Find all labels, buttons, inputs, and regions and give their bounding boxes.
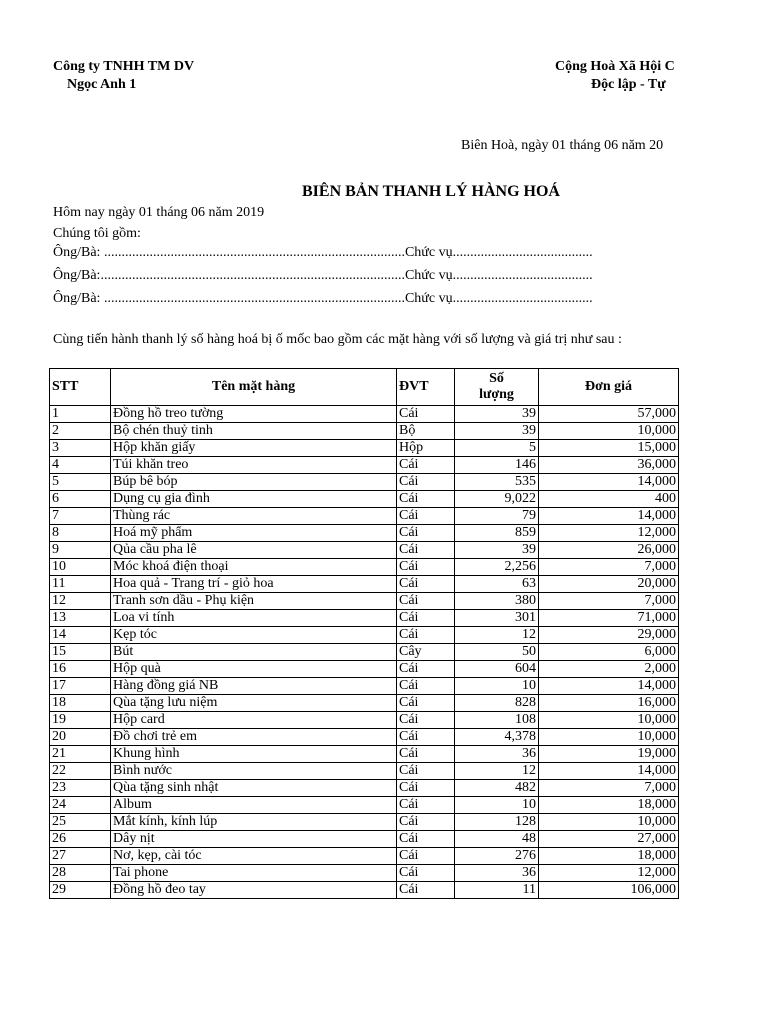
row-unit: Cái <box>397 474 455 491</box>
today-line: Hôm nay ngày 01 tháng 06 năm 2019 <box>53 205 265 220</box>
header-stt: STT <box>50 369 111 406</box>
table-row <box>50 712 679 729</box>
row-stt: 12 <box>50 593 111 610</box>
row-unit-price: 12,000 <box>539 865 679 882</box>
document-title: BIÊN BẢN THANH LÝ HÀNG HOÁ <box>302 183 560 200</box>
row-item-name: Album <box>111 797 397 814</box>
row-quantity: 859 <box>455 525 539 542</box>
row-unit-price: 10,000 <box>539 814 679 831</box>
member-line-3: Ông/Bà: ......................................................................................Chức vụ........................................ <box>53 291 593 306</box>
row-quantity: 50 <box>455 644 539 661</box>
row-stt: 13 <box>50 610 111 627</box>
header-quantity-line1: Số <box>489 371 504 386</box>
row-unit-price: 400 <box>539 491 679 508</box>
row-unit: Cái <box>397 661 455 678</box>
row-unit: Cái <box>397 491 455 508</box>
table-row <box>50 423 679 440</box>
row-unit-price: 16,000 <box>539 695 679 712</box>
row-unit-price: 14,000 <box>539 508 679 525</box>
row-quantity: 380 <box>455 593 539 610</box>
table-row <box>50 440 679 457</box>
row-stt: 20 <box>50 729 111 746</box>
row-stt: 3 <box>50 440 111 457</box>
table-row <box>50 542 679 559</box>
row-quantity: 9,022 <box>455 491 539 508</box>
row-item-name: Đồng hồ treo tường <box>111 406 397 423</box>
row-unit: Cái <box>397 882 455 899</box>
row-stt: 11 <box>50 576 111 593</box>
row-item-name: Loa vi tính <box>111 610 397 627</box>
row-item-name: Qùa tặng lưu niệm <box>111 695 397 712</box>
row-unit: Cái <box>397 763 455 780</box>
row-unit: Cái <box>397 848 455 865</box>
header-quantity-line2: lượng <box>479 387 514 402</box>
row-quantity: 146 <box>455 457 539 474</box>
row-quantity: 10 <box>455 678 539 695</box>
row-unit: Cái <box>397 780 455 797</box>
table-row <box>50 695 679 712</box>
row-item-name: Búp bê bóp <box>111 474 397 491</box>
table-row <box>50 593 679 610</box>
company-name-line2: Ngọc Anh 1 <box>67 77 137 92</box>
row-unit-price: 18,000 <box>539 848 679 865</box>
table-row <box>50 627 679 644</box>
row-item-name: Hộp khăn giấy <box>111 440 397 457</box>
row-quantity: 604 <box>455 661 539 678</box>
row-item-name: Bút <box>111 644 397 661</box>
row-unit: Cái <box>397 627 455 644</box>
row-quantity: 10 <box>455 797 539 814</box>
row-unit: Cái <box>397 865 455 882</box>
members-intro: Chúng tôi gồm: <box>53 226 141 241</box>
row-item-name: Kẹp tóc <box>111 627 397 644</box>
row-unit: Cái <box>397 610 455 627</box>
table-row <box>50 525 679 542</box>
row-stt: 24 <box>50 797 111 814</box>
row-stt: 22 <box>50 763 111 780</box>
row-quantity: 12 <box>455 627 539 644</box>
row-unit: Cái <box>397 508 455 525</box>
row-item-name: Hoá mỹ phẩm <box>111 525 397 542</box>
row-unit-price: 12,000 <box>539 525 679 542</box>
row-unit: Cái <box>397 712 455 729</box>
row-quantity: 301 <box>455 610 539 627</box>
row-stt: 27 <box>50 848 111 865</box>
row-quantity: 4,378 <box>455 729 539 746</box>
table-row <box>50 491 679 508</box>
row-stt: 15 <box>50 644 111 661</box>
row-item-name: Khung hình <box>111 746 397 763</box>
row-item-name: Hộp quà <box>111 661 397 678</box>
table-row <box>50 661 679 678</box>
row-item-name: Túi khăn treo <box>111 457 397 474</box>
row-unit-price: 15,000 <box>539 440 679 457</box>
row-quantity: 39 <box>455 423 539 440</box>
row-quantity: 12 <box>455 763 539 780</box>
row-quantity: 276 <box>455 848 539 865</box>
table-row <box>50 831 679 848</box>
table-row <box>50 508 679 525</box>
row-stt: 17 <box>50 678 111 695</box>
row-unit-price: 29,000 <box>539 627 679 644</box>
row-item-name: Tai phone <box>111 865 397 882</box>
row-unit: Cái <box>397 593 455 610</box>
row-stt: 29 <box>50 882 111 899</box>
row-item-name: Dụng cụ gia đình <box>111 491 397 508</box>
table-row <box>50 576 679 593</box>
nation-heading-line2: Độc lập - Tự <box>591 77 666 92</box>
nation-heading-line1: Cộng Hoà Xã Hội C <box>555 59 675 74</box>
row-quantity: 5 <box>455 440 539 457</box>
row-unit-price: 20,000 <box>539 576 679 593</box>
company-name-line1: Công ty TNHH TM DV <box>53 59 195 74</box>
row-item-name: Hộp card <box>111 712 397 729</box>
table-row <box>50 474 679 491</box>
row-stt: 9 <box>50 542 111 559</box>
row-unit-price: 57,000 <box>539 406 679 423</box>
row-unit-price: 14,000 <box>539 678 679 695</box>
statement-line: Cùng tiến hành thanh lý số hàng hoá bị ố mốc bao gồm các mặt hàng với số lượng và giá trị như sau : <box>53 332 622 347</box>
row-stt: 4 <box>50 457 111 474</box>
row-quantity: 63 <box>455 576 539 593</box>
row-unit: Cái <box>397 559 455 576</box>
row-stt: 6 <box>50 491 111 508</box>
row-quantity: 535 <box>455 474 539 491</box>
row-quantity: 128 <box>455 814 539 831</box>
table-row <box>50 814 679 831</box>
row-item-name: Qùa tặng sinh nhật <box>111 780 397 797</box>
row-stt: 18 <box>50 695 111 712</box>
row-stt: 16 <box>50 661 111 678</box>
row-unit: Cái <box>397 542 455 559</box>
row-quantity: 39 <box>455 542 539 559</box>
row-item-name: Tranh sơn dầu - Phụ kiện <box>111 593 397 610</box>
table-body <box>50 406 679 899</box>
member-line-2: Ông/Bà:.......................................................................................Chức vụ........................................ <box>53 268 593 283</box>
row-unit: Cái <box>397 695 455 712</box>
row-quantity: 39 <box>455 406 539 423</box>
row-quantity: 108 <box>455 712 539 729</box>
row-unit-price: 10,000 <box>539 729 679 746</box>
row-unit-price: 10,000 <box>539 712 679 729</box>
row-quantity: 36 <box>455 865 539 882</box>
row-stt: 2 <box>50 423 111 440</box>
header-unit: ĐVT <box>397 369 455 406</box>
row-unit-price: 2,000 <box>539 661 679 678</box>
row-item-name: Qủa cầu pha lê <box>111 542 397 559</box>
header-item-name: Tên mặt hàng <box>111 369 397 406</box>
row-stt: 25 <box>50 814 111 831</box>
row-item-name: Hoa quả - Trang trí - giỏ hoa <box>111 576 397 593</box>
row-stt: 28 <box>50 865 111 882</box>
row-unit: Cái <box>397 797 455 814</box>
row-unit-price: 36,000 <box>539 457 679 474</box>
row-unit: Cái <box>397 576 455 593</box>
row-quantity: 828 <box>455 695 539 712</box>
row-unit-price: 7,000 <box>539 780 679 797</box>
table-header-row <box>50 369 679 406</box>
table-row <box>50 780 679 797</box>
row-unit: Bộ <box>397 423 455 440</box>
row-stt: 26 <box>50 831 111 848</box>
row-quantity: 11 <box>455 882 539 899</box>
row-quantity: 36 <box>455 746 539 763</box>
row-unit-price: 26,000 <box>539 542 679 559</box>
header-unit-price: Đơn giá <box>539 369 679 406</box>
row-item-name: Móc khoá điện thoại <box>111 559 397 576</box>
row-unit-price: 7,000 <box>539 559 679 576</box>
row-quantity: 482 <box>455 780 539 797</box>
table-row <box>50 763 679 780</box>
row-unit-price: 7,000 <box>539 593 679 610</box>
row-unit: Cái <box>397 729 455 746</box>
row-unit: Cái <box>397 457 455 474</box>
row-item-name: Đồ chơi trẻ em <box>111 729 397 746</box>
row-unit-price: 14,000 <box>539 763 679 780</box>
row-unit-price: 71,000 <box>539 610 679 627</box>
table-row <box>50 797 679 814</box>
table-row <box>50 729 679 746</box>
row-item-name: Hàng đồng giá NB <box>111 678 397 695</box>
table-row <box>50 457 679 474</box>
row-unit-price: 19,000 <box>539 746 679 763</box>
table-row <box>50 848 679 865</box>
row-unit-price: 14,000 <box>539 474 679 491</box>
date-place: Biên Hoà, ngày 01 tháng 06 năm 20 <box>461 138 664 153</box>
row-stt: 19 <box>50 712 111 729</box>
table-row <box>50 610 679 627</box>
row-quantity: 79 <box>455 508 539 525</box>
row-item-name: Bình nước <box>111 763 397 780</box>
row-item-name: Dây nịt <box>111 831 397 848</box>
row-item-name: Thùng rác <box>111 508 397 525</box>
items-table <box>49 368 679 899</box>
row-unit: Cái <box>397 406 455 423</box>
row-stt: 21 <box>50 746 111 763</box>
table-row <box>50 644 679 661</box>
row-stt: 14 <box>50 627 111 644</box>
table-row <box>50 559 679 576</box>
table-row <box>50 746 679 763</box>
row-quantity: 2,256 <box>455 559 539 576</box>
row-unit: Hộp <box>397 440 455 457</box>
row-unit-price: 6,000 <box>539 644 679 661</box>
row-item-name: Bộ chén thuỷ tinh <box>111 423 397 440</box>
row-unit: Cái <box>397 814 455 831</box>
row-stt: 7 <box>50 508 111 525</box>
row-unit-price: 106,000 <box>539 882 679 899</box>
row-unit-price: 18,000 <box>539 797 679 814</box>
table-row <box>50 678 679 695</box>
header-quantity <box>455 369 539 406</box>
row-unit: Cái <box>397 525 455 542</box>
row-unit: Cây <box>397 644 455 661</box>
row-unit: Cái <box>397 746 455 763</box>
row-item-name: Mắt kính, kính lúp <box>111 814 397 831</box>
row-stt: 1 <box>50 406 111 423</box>
row-stt: 8 <box>50 525 111 542</box>
row-unit: Cái <box>397 678 455 695</box>
table-row <box>50 865 679 882</box>
table-row <box>50 406 679 423</box>
row-item-name: Nơ, kẹp, cài tóc <box>111 848 397 865</box>
row-stt: 10 <box>50 559 111 576</box>
row-item-name: Đồng hồ đeo tay <box>111 882 397 899</box>
member-line-1: Ông/Bà: ......................................................................................Chức vụ........................................ <box>53 245 593 260</box>
row-stt: 5 <box>50 474 111 491</box>
table-row <box>50 882 679 899</box>
row-stt: 23 <box>50 780 111 797</box>
row-unit-price: 10,000 <box>539 423 679 440</box>
row-unit-price: 27,000 <box>539 831 679 848</box>
row-quantity: 48 <box>455 831 539 848</box>
row-unit: Cái <box>397 831 455 848</box>
